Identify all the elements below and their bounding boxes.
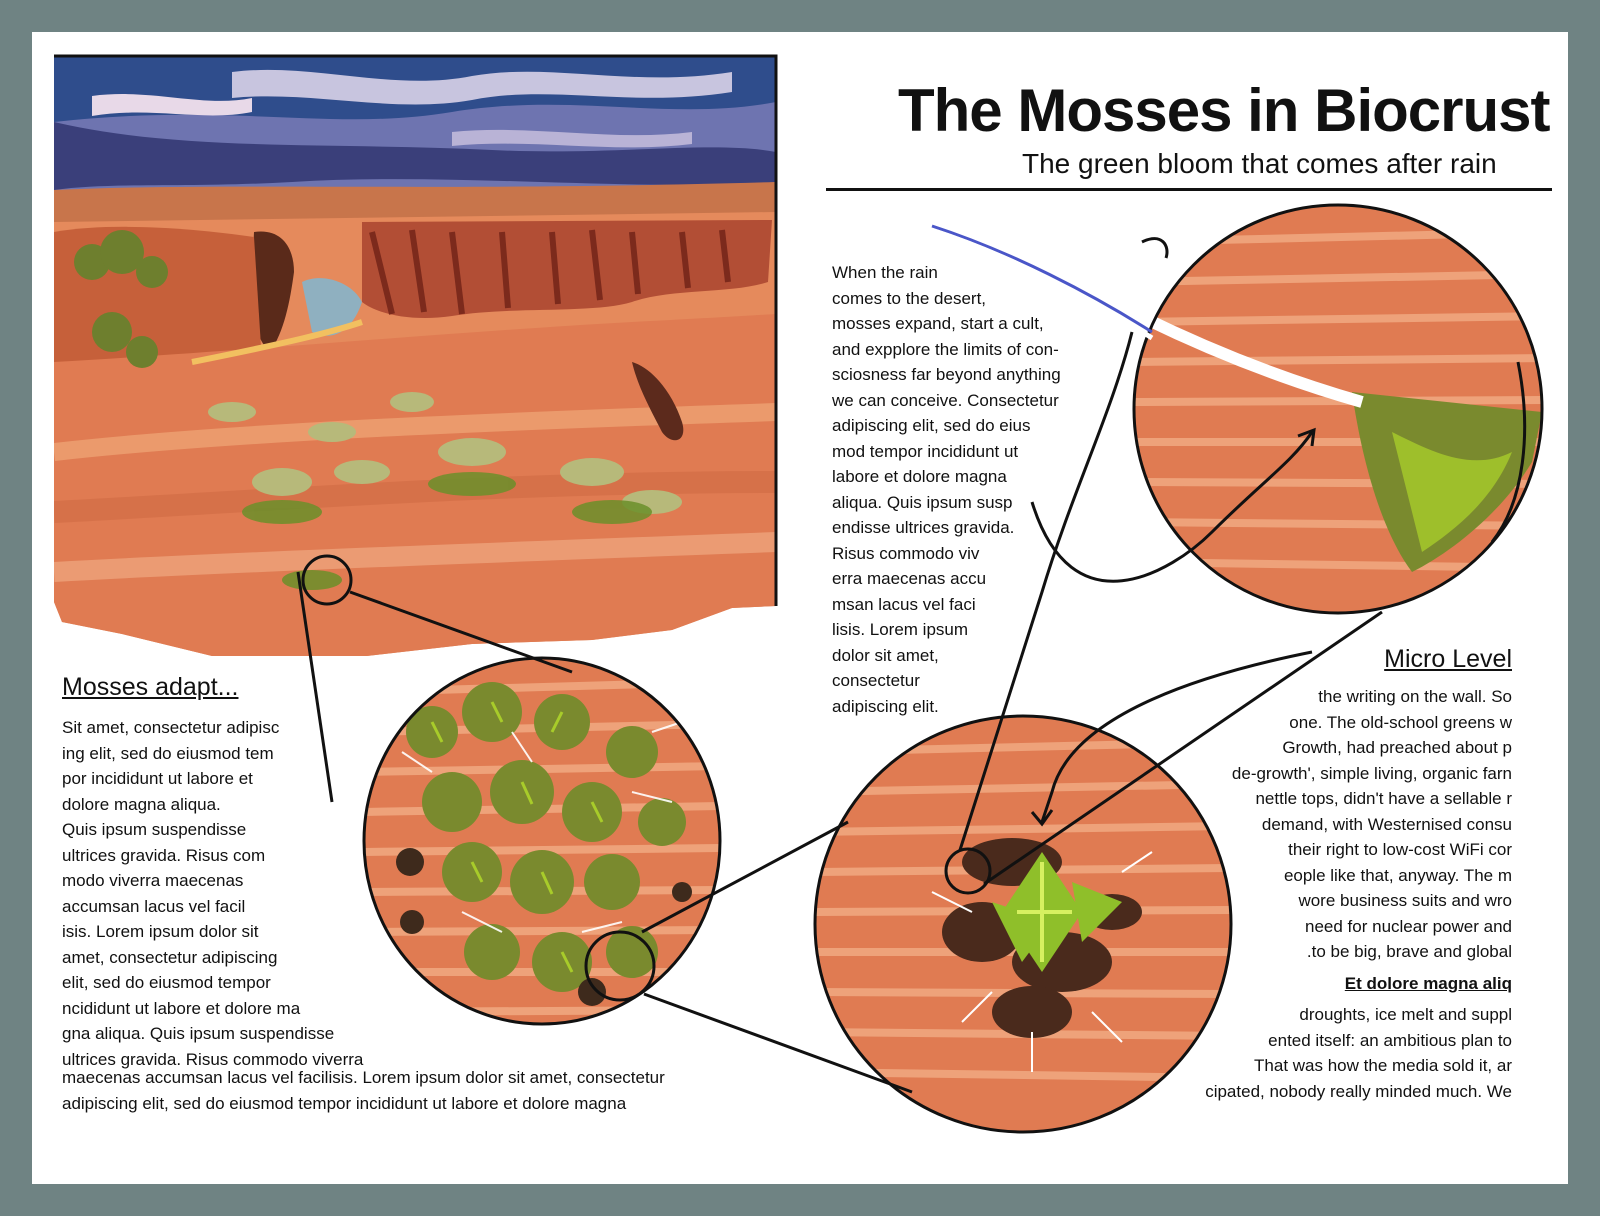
intro-line: Risus commodo viv [832, 543, 980, 563]
et-line: droughts, ice melt and suppl [1299, 1005, 1512, 1024]
intro-line: When the rain [832, 263, 938, 282]
section-subheading-et-dolore: Et dolore magna aliq [1344, 974, 1512, 993]
adapt-line: elit, sed do eiusmod tempor [62, 973, 271, 992]
micro-line: the writing on the wall. So [1318, 687, 1512, 706]
micro-line: nettle tops, didn't have a sellable r [1255, 789, 1512, 808]
intro-line: msan lacus vel faci [832, 594, 976, 614]
intro-line: and expplore the limits of con- [832, 339, 1059, 359]
micro-level-paragraph [1082, 684, 1512, 965]
intro-line: labore et dolore magna [832, 467, 1007, 486]
adapt-line: Quis ipsum suspendisse [62, 820, 247, 839]
adapt-line: ing elit, sed do eiusmod tem [62, 743, 274, 763]
intro-line: dolor sit amet, [832, 645, 939, 665]
adapt-line: accumsan lacus vel facil [62, 896, 246, 916]
micro-line: de-growth', simple living, organic farn [1231, 763, 1512, 783]
micro-line: need for nuclear power and [1305, 916, 1512, 936]
micro-line: demand, with Westernised consu [1261, 814, 1512, 834]
adapt-line: ultrices gravida. Risus commodo viverra [62, 1049, 364, 1069]
intro-line: adipiscing elit, sed do eius [832, 416, 1031, 435]
micro-line: Growth, had preached about p [1282, 738, 1512, 757]
micro-line: to be big, brave and global. [1306, 942, 1512, 961]
adapt-line: isis. Lorem ipsum dolor sit [62, 922, 259, 941]
et-dolore-paragraph [1082, 1002, 1512, 1104]
et-line: That was how the media sold it, ar [1254, 1056, 1512, 1075]
intro-line: aliqua. Quis ipsum susp [832, 492, 1013, 512]
title-divider [826, 188, 1552, 191]
intro-paragraph [832, 260, 1061, 719]
adapt-bottom-line: adipiscing elit, sed do eiusmod tempor incididunt ut labore et dolore magna [62, 1093, 627, 1113]
intro-line: erra maecenas accu [832, 569, 987, 588]
intro-line: we can conceive. Consectetur [832, 390, 1059, 410]
adapt-line: dolore magna aliqua. [62, 794, 221, 814]
intro-line: mosses expand, start a cult, [832, 314, 1044, 333]
section-heading-mosses-adapt: Mosses adapt... [62, 673, 239, 701]
intro-line: endisse ultrices gravida. [832, 518, 1015, 537]
intro-line: mod tempor incididunt ut [832, 441, 1019, 461]
adapt-line: ncididunt ut labore et dolore ma [62, 998, 301, 1018]
adapt-line: por incididunt ut labore et [62, 769, 253, 788]
intro-line: comes to the desert, [832, 288, 987, 308]
moss-cluster-closeup [362, 652, 722, 1032]
micro-line: their right to low-cost WiFi cor [1288, 840, 1512, 859]
adapt-line: ultrices gravida. Risus com [62, 845, 266, 865]
canyon-landscape-painting [54, 56, 776, 656]
et-line: ented itself: an ambitious plan to [1268, 1030, 1512, 1050]
moss-leaf-micro-closeup [1132, 202, 1552, 622]
intro-line: adipiscing elit. [832, 696, 939, 716]
page-title: The Mosses in Biocrust [898, 77, 1550, 144]
et-line: cipated, nobody really minded much. We [1205, 1081, 1512, 1101]
micro-line: eople like that, anyway. The m [1283, 865, 1512, 885]
micro-line: wore business suits and wro [1298, 891, 1512, 910]
section-heading-micro-level: Micro Level [1384, 645, 1512, 673]
adapt-bottom-line: maecenas accumsan lacus vel facilisis. Lorem ipsum dolor sit amet, consectetur [62, 1068, 665, 1087]
micro-line: one. The old-school greens w [1289, 712, 1512, 732]
poster-sheet [32, 32, 1568, 1184]
adapt-line: amet, consectetur adipiscing [62, 947, 278, 967]
intro-line: sciosness far beyond anything [832, 365, 1061, 384]
mosses-adapt-paragraph [62, 715, 363, 1072]
adapt-line: gna aliqua. Quis ipsum suspendisse [62, 1024, 335, 1043]
mosses-adapt-paragraph-continued [62, 1065, 665, 1116]
adapt-line: modo viverra maecenas [62, 871, 244, 890]
intro-line: lisis. Lorem ipsum [832, 620, 969, 639]
intro-line: consectetur [832, 671, 920, 690]
page-subtitle: The green bloom that comes after rain [1022, 148, 1497, 179]
adapt-line: Sit amet, consectetur adipisc [62, 718, 280, 737]
